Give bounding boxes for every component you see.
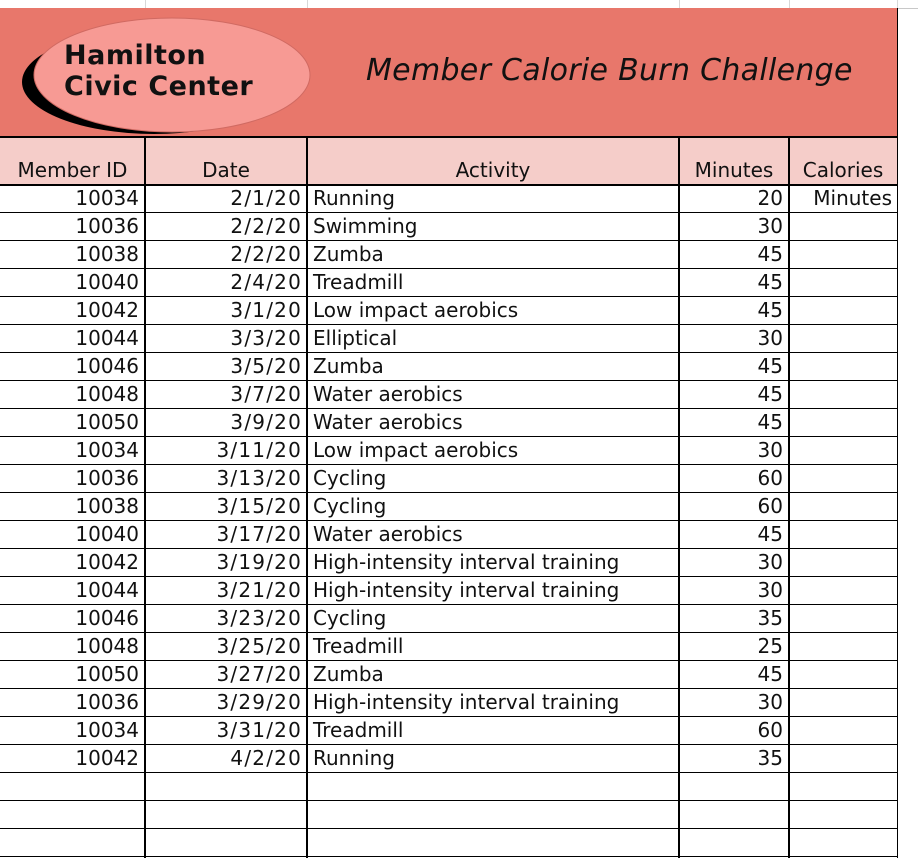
logo [64, 40, 253, 102]
table-row [0, 772, 897, 801]
member-id-cell[interactable]: 10048 [75, 382, 139, 406]
activity-cell[interactable]: High-intensity interval training [313, 578, 620, 602]
calories-cell[interactable] [789, 548, 897, 576]
calories-cell[interactable] [789, 828, 897, 856]
calories-cell[interactable] [789, 324, 897, 352]
date-cell[interactable]: 2/1/20 [230, 186, 302, 210]
table-row [0, 408, 897, 437]
minutes-cell[interactable]: 60 [757, 466, 783, 490]
date-cell[interactable]: 3/7/20 [230, 382, 302, 406]
activity-cell[interactable] [307, 800, 679, 828]
minutes-cell[interactable]: 45 [757, 662, 783, 686]
calories-cell[interactable] [789, 492, 897, 520]
table-row [0, 576, 897, 605]
member-id-cell[interactable]: 10046 [75, 606, 139, 630]
date-cell[interactable]: 3/17/20 [216, 522, 302, 546]
minutes-cell[interactable]: 30 [757, 578, 783, 602]
table-row [0, 268, 897, 297]
minutes-cell[interactable]: 30 [757, 214, 783, 238]
col-header-calories[interactable]: Calories [802, 158, 884, 182]
activity-cell[interactable]: Swimming [313, 214, 418, 238]
calories-cell[interactable] [789, 380, 897, 408]
minutes-cell[interactable]: 30 [757, 550, 783, 574]
date-cell[interactable]: 4/2/20 [230, 746, 302, 770]
calories-cell[interactable] [789, 688, 897, 716]
member-id-cell[interactable]: 10038 [75, 494, 139, 518]
activity-cell[interactable]: High-intensity interval training [313, 550, 620, 574]
date-cell[interactable]: 3/1/20 [230, 298, 302, 322]
table-row [0, 436, 897, 465]
member-id-cell[interactable]: 10050 [75, 410, 139, 434]
minutes-cell[interactable]: 45 [757, 410, 783, 434]
member-id-cell[interactable]: 10042 [75, 550, 139, 574]
table-row [0, 800, 897, 829]
col-header-member-id[interactable]: Member ID [17, 158, 128, 182]
member-id-cell[interactable] [0, 828, 145, 856]
activity-cell[interactable]: High-intensity interval training [313, 690, 620, 714]
column-divider [144, 138, 146, 858]
page-title: Member Calorie Burn Challenge [366, 53, 853, 88]
member-id-cell[interactable]: 10044 [75, 578, 139, 602]
table-row [0, 716, 897, 745]
activity-cell[interactable]: Treadmill [313, 718, 404, 742]
table-row [0, 296, 897, 325]
column-divider [678, 138, 680, 858]
col-header-activity[interactable]: Activity [455, 158, 531, 182]
member-id-cell[interactable]: 10044 [75, 326, 139, 350]
minutes-cell[interactable] [679, 828, 789, 856]
date-cell[interactable]: 2/2/20 [230, 242, 302, 266]
member-id-cell[interactable] [0, 800, 145, 828]
minutes-cell[interactable]: 45 [757, 270, 783, 294]
table-row [0, 688, 897, 717]
minutes-cell[interactable] [679, 772, 789, 800]
calories-cell[interactable] [789, 240, 897, 268]
table-row [0, 184, 897, 213]
minutes-cell[interactable]: 25 [757, 634, 783, 658]
table-row [0, 380, 897, 409]
activity-cell[interactable] [307, 828, 679, 856]
logo-line2: Civic Center [64, 71, 254, 102]
activity-cell[interactable]: Cycling [313, 466, 387, 490]
activity-cell[interactable]: Water aerobics [313, 522, 463, 546]
minutes-cell[interactable]: 60 [757, 494, 783, 518]
calories-cell[interactable] [789, 604, 897, 632]
member-id-cell[interactable]: 10042 [75, 746, 139, 770]
member-id-cell[interactable]: 10042 [75, 298, 139, 322]
table-header [0, 138, 897, 186]
minutes-cell[interactable]: 30 [757, 438, 783, 462]
calories-cell[interactable] [789, 772, 897, 800]
calories-cell[interactable] [789, 464, 897, 492]
minutes-cell[interactable] [679, 800, 789, 828]
date-cell[interactable]: 3/11/20 [216, 438, 302, 462]
activity-cell[interactable]: Water aerobics [313, 382, 463, 406]
activity-cell[interactable]: Elliptical [313, 326, 398, 350]
member-id-cell[interactable]: 10036 [75, 466, 139, 490]
calories-cell[interactable] [789, 296, 897, 324]
table-row [0, 520, 897, 549]
member-id-cell[interactable]: 10046 [75, 354, 139, 378]
member-id-cell[interactable] [0, 772, 145, 800]
table-row [0, 744, 897, 773]
member-id-cell[interactable]: 10050 [75, 662, 139, 686]
member-id-cell[interactable]: 10048 [75, 634, 139, 658]
col-header-minutes[interactable]: Minutes [694, 158, 774, 182]
table-row [0, 240, 897, 269]
date-cell[interactable]: 2/2/20 [230, 214, 302, 238]
calories-cell[interactable] [789, 268, 897, 296]
calories-cell[interactable] [789, 352, 897, 380]
date-cell[interactable] [145, 828, 307, 856]
activity-cell[interactable]: Treadmill [313, 270, 404, 294]
activity-cell[interactable]: Running [313, 186, 395, 210]
date-cell[interactable] [145, 800, 307, 828]
calories-cell[interactable]: Minutes [813, 186, 892, 210]
calories-cell[interactable] [789, 576, 897, 604]
calories-cell[interactable] [789, 744, 897, 772]
date-cell[interactable]: 3/5/20 [230, 354, 302, 378]
member-id-cell[interactable]: 10040 [75, 270, 139, 294]
table-row [0, 828, 897, 857]
member-id-cell[interactable]: 10034 [75, 186, 139, 210]
column-divider [306, 138, 308, 858]
table-row [0, 464, 897, 493]
member-id-cell[interactable]: 10036 [75, 214, 139, 238]
column-divider [788, 138, 790, 858]
calories-cell[interactable] [789, 800, 897, 828]
activity-cell[interactable]: Zumba [313, 354, 384, 378]
date-cell[interactable]: 3/19/20 [216, 550, 302, 574]
table-row [0, 632, 897, 661]
date-cell[interactable]: 3/29/20 [216, 690, 302, 714]
date-cell[interactable]: 2/4/20 [230, 270, 302, 294]
member-id-cell[interactable]: 10036 [75, 690, 139, 714]
table-row [0, 212, 897, 241]
date-cell[interactable]: 3/23/20 [216, 606, 302, 630]
activity-cell[interactable]: Treadmill [313, 634, 404, 658]
calories-cell[interactable] [789, 436, 897, 464]
date-cell[interactable]: 3/15/20 [216, 494, 302, 518]
logo-line1: Hamilton [64, 40, 207, 71]
minutes-cell[interactable]: 45 [757, 382, 783, 406]
date-cell[interactable] [145, 772, 307, 800]
minutes-cell[interactable]: 45 [757, 522, 783, 546]
date-cell[interactable]: 3/21/20 [216, 578, 302, 602]
date-cell[interactable]: 3/3/20 [230, 326, 302, 350]
minutes-cell[interactable]: 45 [757, 298, 783, 322]
minutes-cell[interactable]: 30 [757, 326, 783, 350]
col-header-date[interactable]: Date [202, 158, 250, 182]
date-cell[interactable]: 3/31/20 [216, 718, 302, 742]
date-cell[interactable]: 3/9/20 [230, 410, 302, 434]
table-row [0, 548, 897, 577]
activity-cell[interactable]: Water aerobics [313, 410, 463, 434]
banner [0, 8, 897, 138]
activity-cell[interactable]: Low impact aerobics [313, 298, 519, 322]
calories-cell[interactable] [789, 716, 897, 744]
activity-cell[interactable]: Zumba [313, 242, 384, 266]
minutes-cell[interactable]: 20 [757, 186, 783, 210]
table-right-border [897, 8, 898, 858]
member-id-cell[interactable]: 10038 [75, 242, 139, 266]
date-cell[interactable]: 3/27/20 [216, 662, 302, 686]
minutes-cell[interactable]: 45 [757, 242, 783, 266]
activity-cell[interactable]: Zumba [313, 662, 384, 686]
activity-cell[interactable] [307, 772, 679, 800]
calories-cell[interactable] [789, 660, 897, 688]
calories-cell[interactable] [789, 632, 897, 660]
table-row [0, 660, 897, 689]
calories-cell[interactable] [789, 212, 897, 240]
member-id-cell[interactable]: 10040 [75, 522, 139, 546]
table-row [0, 324, 897, 353]
minutes-cell[interactable]: 35 [757, 606, 783, 630]
calories-cell[interactable] [789, 408, 897, 436]
activity-cell[interactable]: Low impact aerobics [313, 438, 519, 462]
minutes-cell[interactable]: 45 [757, 354, 783, 378]
minutes-cell[interactable]: 60 [757, 718, 783, 742]
date-cell[interactable]: 3/13/20 [216, 466, 302, 490]
table-row [0, 352, 897, 381]
member-id-cell[interactable]: 10034 [75, 718, 139, 742]
table-row [0, 492, 897, 521]
activity-cell[interactable]: Running [313, 746, 395, 770]
minutes-cell[interactable]: 30 [757, 690, 783, 714]
activity-cell[interactable]: Cycling [313, 606, 387, 630]
minutes-cell[interactable]: 35 [757, 746, 783, 770]
calories-cell[interactable] [789, 520, 897, 548]
table-row [0, 604, 897, 633]
member-id-cell[interactable]: 10034 [75, 438, 139, 462]
activity-cell[interactable]: Cycling [313, 494, 387, 518]
date-cell[interactable]: 3/25/20 [216, 634, 302, 658]
